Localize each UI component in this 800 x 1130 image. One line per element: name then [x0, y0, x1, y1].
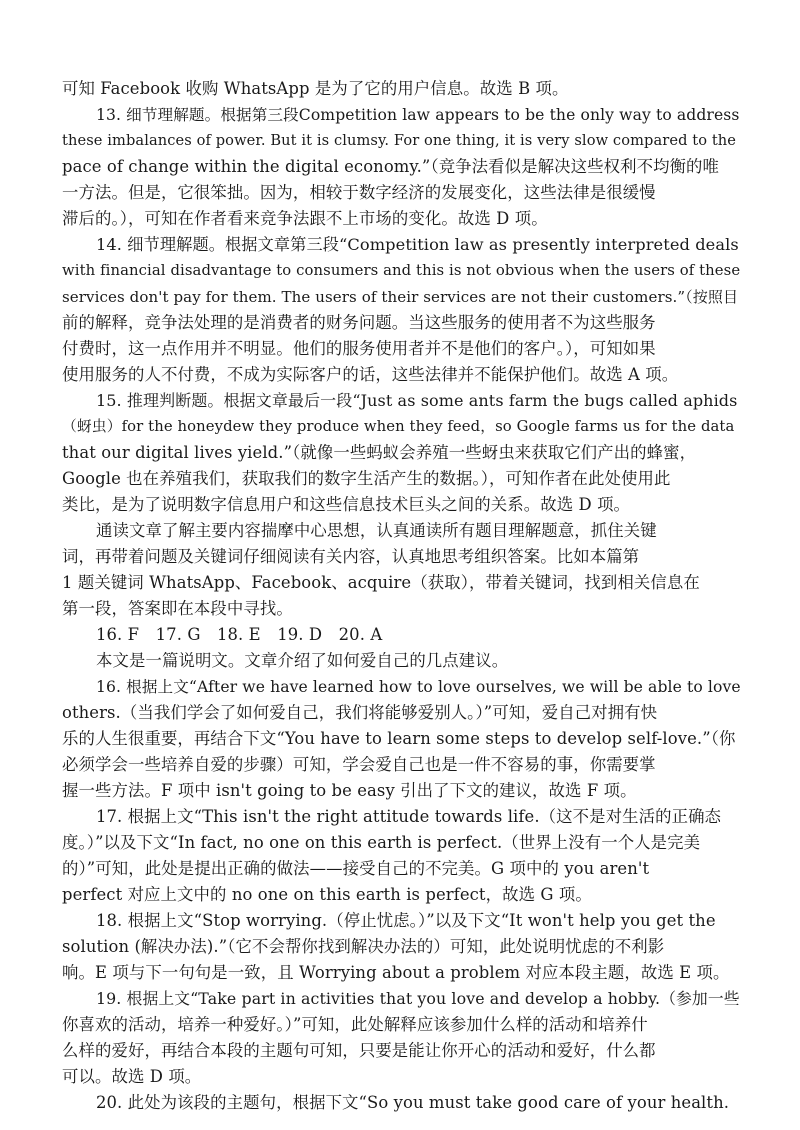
- text-line: 握一些方法。F 项中 isn't going to be easy 引出了下文的建议，故选 F 项。: [62, 781, 637, 800]
- text-line: services don't pay for them. The users of their services are not their customers.”（按照目: [62, 288, 739, 306]
- text-line: 14. 细节理解题。根据文章第三段“Competition law as presently interpreted deals: [96, 235, 739, 254]
- text-line: （蚜虫）for the honeydew they produce when they feed，so Google farms us for the data: [62, 418, 735, 435]
- text-line: pace of change within the digital economy.”（竞争法看似是解决这些权利不均衡的唯: [62, 157, 720, 176]
- text-line: 通读文章了解主要内容揣摩中心思想，认真通读所有题目理解题意，抓住关键: [96, 521, 657, 540]
- text-line: that our digital lives yield.”（就像一些蚂蚁会养殖一些蚜虫来获取它们产出的蜂蜜，: [62, 443, 697, 462]
- text-line: Google 也在养殖我们，获取我们的数字生活产生的数据。），可知作者在此处使用此: [62, 469, 671, 488]
- text-line: 前的解释，竞争法处理的是消费者的财务问题。当这些服务的使用者不为这些服务: [62, 313, 656, 332]
- text-line: 响。E 项与下一句句是一致，且 Worrying about a problem 对应本段主题，故选 E 项。: [62, 963, 730, 982]
- text-line: 使用服务的人不付费，不成为实际客户的话，这些法律并不能保护他们。故选 A 项。: [62, 365, 679, 384]
- text-line: these imbalances of power. But it is clumsy. For one thing, it is very slow compared to the: [62, 132, 737, 149]
- text-line: solution (解决办法).”（它不会帮你找到解决办法的）可知，此处说明忧虑的不利影: [62, 937, 665, 956]
- text-line: 18. 根据上文“Stop worrying.（停止忧虑。）”以及下文“It won't help you get the: [96, 911, 716, 930]
- text-line: 你喜欢的活动，培养一种爱好。）”可知，此处解释应该参加什么样的活动和培养什: [62, 1015, 648, 1034]
- text-line: 可知 Facebook 收购 WhatsApp 是为了它的用户信息。故选 B 项。: [62, 79, 569, 98]
- text-line: others.（当我们学会了如何爱自己，我们将能够爱别人。）”可知，爱自己对拥有快: [62, 703, 658, 722]
- text-line: 类比，是为了说明数字信息用户和这些信息技术巨头之间的关系。故选 D 项。: [62, 495, 631, 514]
- text-line: 第一段，答案即在本段中寻找。: [62, 599, 293, 618]
- text-line: 16. 根据上文“After we have learned how to love ourselves, we will be able to love: [96, 678, 741, 696]
- text-line: 词，再带着问题及关键词仔细阅读有关内容，认真地思考组织答案。比如本篇第: [62, 547, 640, 566]
- text-line: 本文是一篇说明文。文章介绍了如何爱自己的几点建议。: [96, 651, 509, 670]
- text-line: with financial disadvantage to consumers and this is not obvious when the users of these: [62, 262, 741, 279]
- text-line: 20. 此处为该段的主题句，根据下文“So you must take good care of your health.: [96, 1093, 730, 1112]
- text-line: 乐的人生很重要，再结合下文“You have to learn some steps to develop self-love.”（你: [62, 729, 736, 748]
- text-line: 可以。故选 D 项。: [62, 1067, 202, 1086]
- text-line: 么样的爱好，再结合本段的主题句可知，只要是能让你开心的活动和爱好，什么都: [62, 1041, 656, 1060]
- text-line: 付费时，这一点作用并不明显。他们的服务使用者并不是他们的客户。），可知如果: [62, 339, 656, 358]
- text-line: perfect 对应上文中的 no one on this earth is perfect，故选 G 项。: [62, 885, 592, 904]
- text-line: 19. 根据上文“Take part in activities that you love and develop a hobby.（参加一些: [96, 989, 740, 1008]
- answer-key-line: 16. F 17. G 18. E 19. D 20. A: [96, 625, 383, 644]
- text-line: 1 题关键词 WhatsApp、Facebook、acquire（获取），带着关键词，找到相关信息在: [62, 573, 700, 592]
- text-line: 滞后的。），可知在作者看来竞争法跟不上市场的变化。故选 D 项。: [62, 209, 548, 228]
- text-line: 的）”可知，此处是提出正确的做法——接受自己的不完美。G 项中的 you aren't: [62, 859, 650, 878]
- text-line: 一方法。但是，它很笨拙。因为，相较于数字经济的发展变化，这些法律是很缓慢: [62, 183, 656, 202]
- text-line: 17. 根据上文“This isn't the right attitude towards life.（这不是对生活的正确态: [96, 807, 722, 826]
- text-line: 必须学会一些培养自爱的步骤）可知，学会爱自己也是一件不容易的事，你需要掌: [62, 755, 656, 774]
- text-line: 度。）”以及下文“In fact, no one on this earth is perfect.（世界上没有一个人是完美: [62, 833, 701, 852]
- text-line: 15. 推理判断题。根据文章最后一段“Just as some ants farm the bugs called aphids: [96, 391, 738, 410]
- text-line: 13. 细节理解题。根据第三段Competition law appears to be the only way to address: [96, 106, 740, 124]
